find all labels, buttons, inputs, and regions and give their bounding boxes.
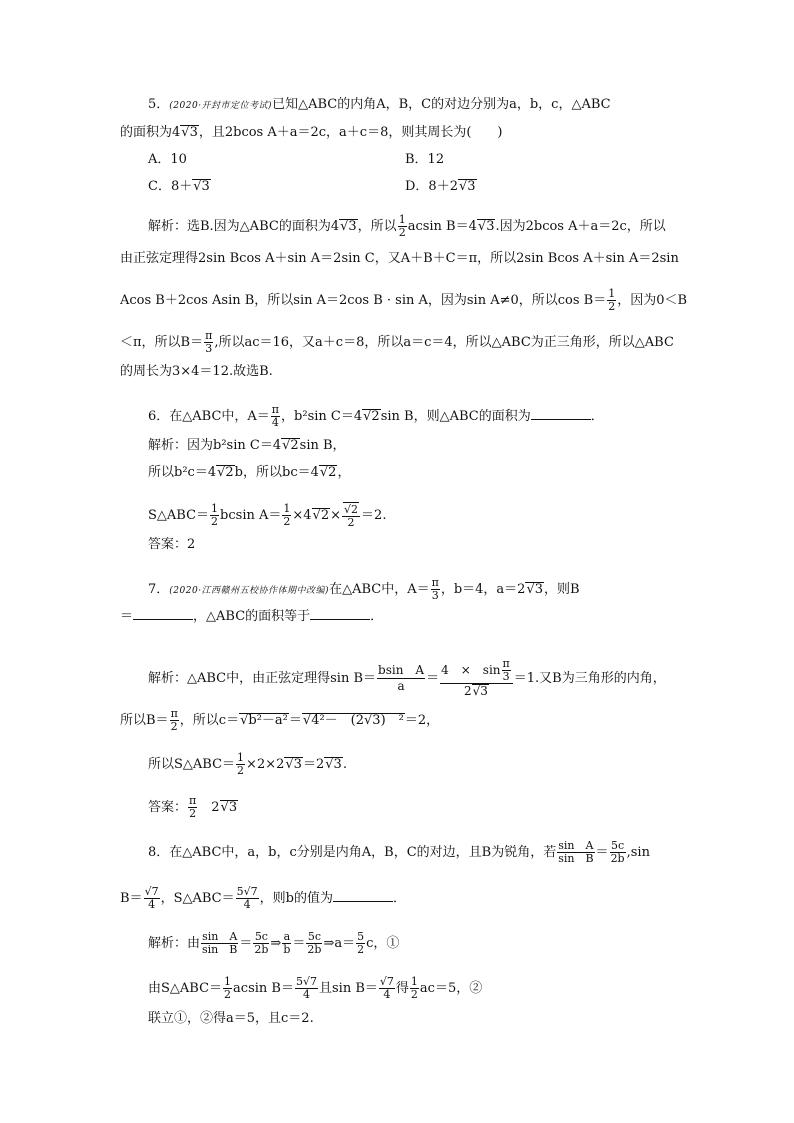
q8-stem-line2: B＝ $\frac{√7}{4}$ ，S△ABC＝ $\frac{5√7}{4}$ ，则b的值为 ． xyxy=(120,885,406,911)
q6-answer: 答案：2 xyxy=(148,537,196,552)
q5-solution-line4: ＜π，所以B＝ $\frac{\pi}{3}$ ,所以ac＝16，又a＋c＝8，所以a＝c＝4，所以△ABC为正三角形，所以△ABC xyxy=(120,329,674,355)
q5-number: 5． xyxy=(148,97,170,112)
answer-blank xyxy=(133,607,193,620)
q7-solution-line2: 所以B＝ $\frac{\pi}{2}$ ，所以c＝√ b²－a²＝√ 4²－ (2√3) ²＝2， xyxy=(120,708,439,733)
answer-blank xyxy=(531,407,591,420)
q5-source: (2020·开封市定位考试) xyxy=(169,101,273,111)
q6-solution-line3: S△ABC＝ $\frac{1}{2}$ bcsin A＝ $\frac{1}{2}$ ×4√ 2× √ $\frac{2}{2}$ ＝2. xyxy=(148,502,386,529)
q5-stem-line2: 的面积为4√ 3，且2bcos A＋a＝2c，a＋c＝8，则其周长为( ) xyxy=(120,125,503,141)
q7-solution-line3: 所以S△ABC＝ $\frac{1}{2}$ ×2×2√ 3＝2√ 3. xyxy=(148,752,347,777)
q5-text: 已知△ABC的内角A，B，C的对边分别为a，b，c，△ABC xyxy=(272,97,611,112)
q7-source: (2020·江西赣州五校协作体期中改编) xyxy=(169,586,330,596)
answer-blank xyxy=(333,889,393,902)
q5-option-b: B．12 xyxy=(405,152,445,167)
q6-solution-line2: 所以b²c＝4√ 2b，所以bc＝4√ 2， xyxy=(148,465,350,481)
q7-stem-line2: ＝ ，△ABC的面积等于 ． xyxy=(120,609,384,624)
q5-solution-line2: 由正弦定理得2sin Bcos A＋sin A＝2sin C，又A＋B＋C＝π，所以2sin Bcos A＋sin A＝2sin xyxy=(120,251,679,266)
q5-option-d: D．8＋2√ 3 xyxy=(405,179,477,195)
q7-answer: 答案： $\frac{\pi}{2}$ 2√ 3 xyxy=(148,795,238,820)
q7-stem-line1: 7．(2020·江西赣州五校协作体期中改编)在△ABC中，A＝ $\frac{\pi}{3}$ ，b＝4，a＝2√ 3，则B xyxy=(148,577,580,602)
q5-solution-line5: 的周长为3×4＝12.故选B. xyxy=(120,364,273,379)
q5-solution-line3: Acos B＋2cos Asin B，所以sin A＝2cos B · sin A，因为sin A≠0，所以cos B＝ $\frac{1}{2}$ ，因为0＜B xyxy=(120,287,688,313)
sqrt: √ 3 xyxy=(180,125,199,139)
q8-solution-line3: 联立①，②得a＝5，且c＝2. xyxy=(148,1011,314,1026)
q8-stem-line1: 8．在△ABC中，a，b，c分别是内角A，B，C的对边，且B为锐角，若 $\frac{\text{sin A}}{\text{sin B}}$ ＝ $\frac{5c}{2b}$ ,sin xyxy=(148,839,650,865)
q8-solution-line2: 由S△ABC＝ $\frac{1}{2}$ acsin B＝ $\frac{5√7}{4}$ 且sin B＝ $\frac{√7}{4}$ 得 $\frac{1}{2}$ ac＝5，② xyxy=(148,975,483,1001)
q5-solution-line1: 解析：选B.因为△ABC的面积为4√ 3，所以 $\frac{1}{2}$ acsin B＝4√ 3.因为2bcos A＋a＝2c，所以 xyxy=(148,214,666,239)
q8-solution-line1: 解析：由 $\frac{\text{sin A}}{\text{sin B}}$ ＝ $\frac{5c}{2b}$ ⇒ $\frac{a}{b}$ ＝ $\frac{5c}{2b}$ ⇒a＝ $\frac{5}{2}$ c，① xyxy=(148,930,400,956)
q7-solution-line1: 解析：△ABC中，由正弦定理得sin B＝ $\frac{\text{bsin A}}{a}$ ＝ 4 × sin $\frac{\pi}{3}$ 2√ 3 ＝1.又B为三角形的内角， xyxy=(148,658,666,699)
q6-stem: 6．在△ABC中，A＝ $\frac{\pi}{4}$ ，b²sin C＝4√ 2sin B，则△ABC的面积为 ． xyxy=(148,404,604,429)
answer-blank xyxy=(310,607,370,620)
fraction: $\frac{1}{2}$ xyxy=(398,213,406,239)
q5-stem-line1 xyxy=(148,97,611,114)
q5-option-a: A．10 xyxy=(148,152,187,167)
q5-option-c: C．8＋√ 3 xyxy=(148,179,211,195)
q6-solution-line1: 解析：因为b²sin C＝4√ 2sin B， xyxy=(148,438,346,454)
